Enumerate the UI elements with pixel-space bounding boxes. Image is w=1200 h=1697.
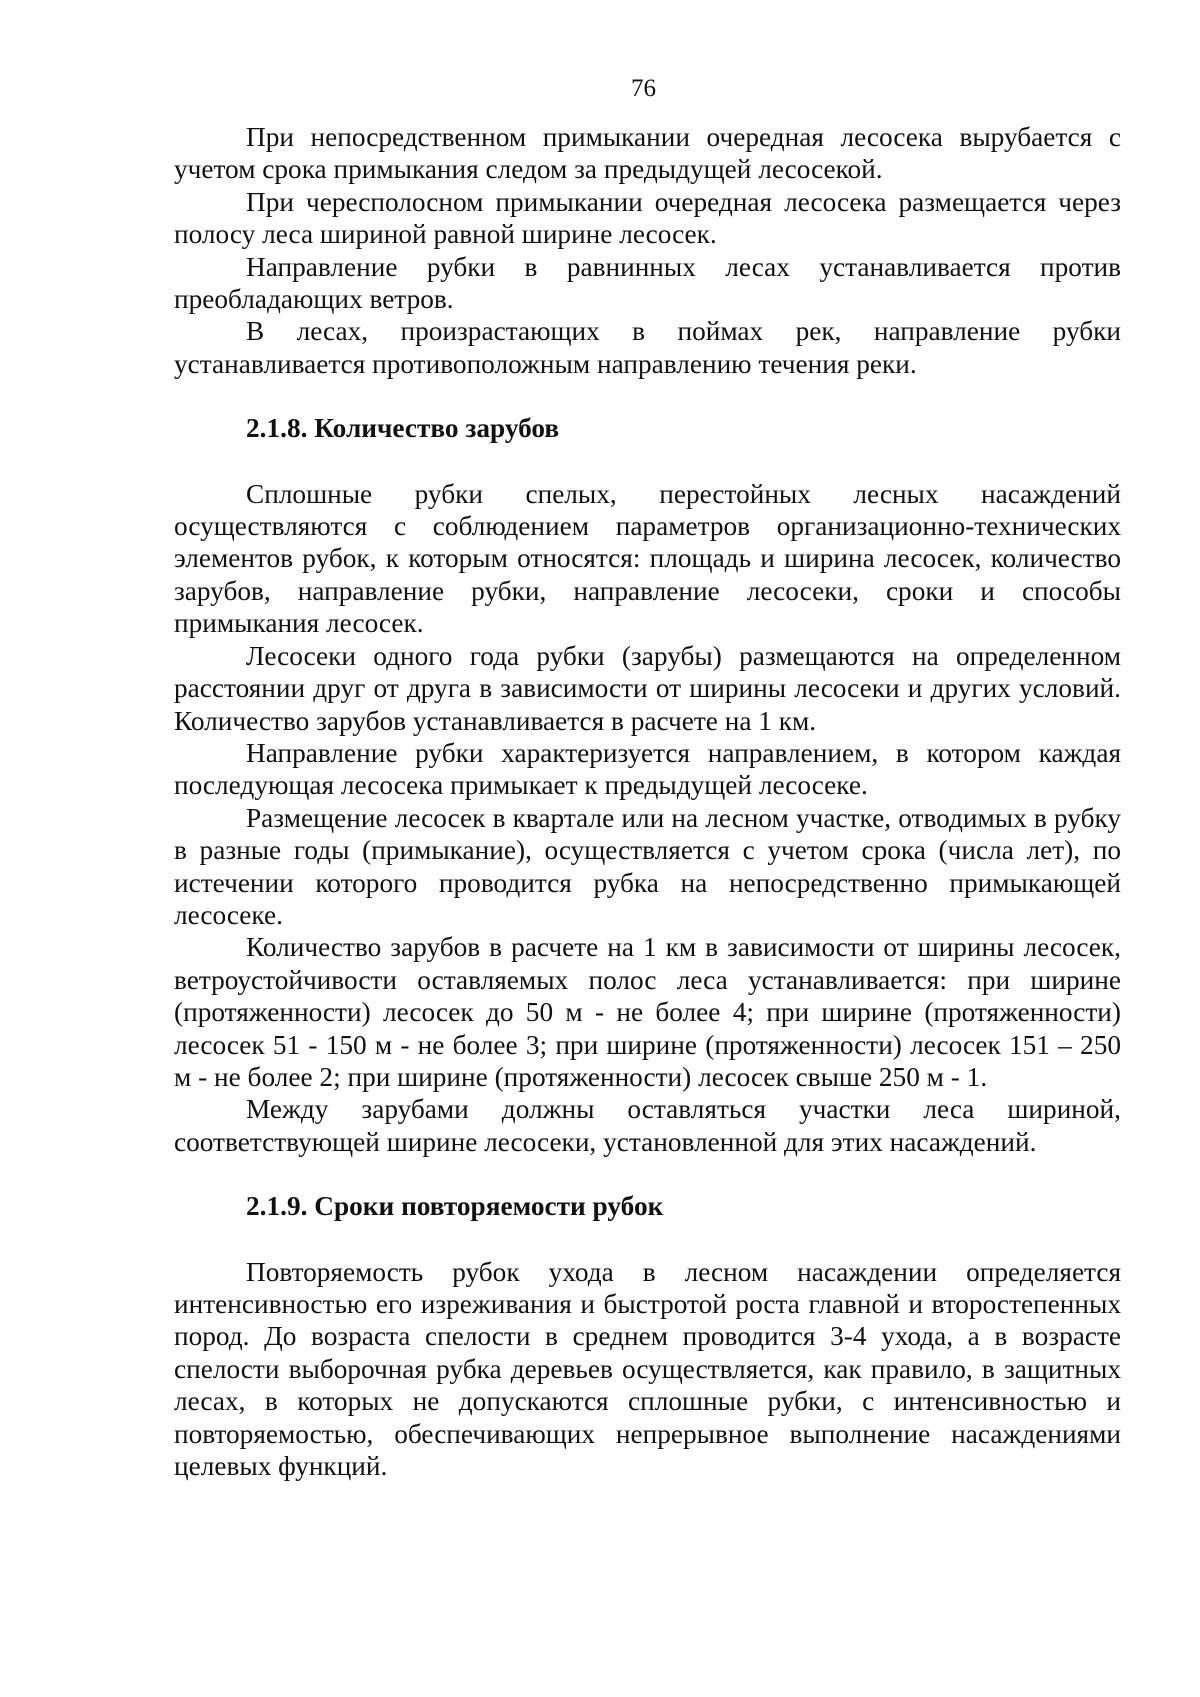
paragraph: Размещение лесосек в квартале или на лесном участке, отводимых в рубку в разные годы (примыкание), осуществляется с учетом срока (числа лет), по истечении которого проводится рубка на непосредственно примыкающей лесосеке. <box>174 802 1121 930</box>
spacer <box>174 380 1121 412</box>
spacer <box>174 1158 1121 1190</box>
paragraph: Повторяемость рубок ухода в лесном насаждении определяется интенсивностью его изреживания и быстротой роста главной и второстепенных пород. До возраста спелости в среднем проводится 3-4 ухода, а в возрасте спелости выборочная рубка деревьев осуществляется, как правило, в защитных лесах, в которых не допускаются сплошные рубки, с интенсивностью и повторяемостью, обеспечивающих непрерывное выполнение насаждениями целевых функций. <box>174 1256 1121 1482</box>
paragraph: Направление рубки в равнинных лесах устанавливается против преобладающих ветров. <box>174 251 1121 315</box>
spacer <box>174 445 1121 478</box>
paragraph: Между зарубами должны оставляться участки леса шириной, соответствующей ширине лесосеки, установленной для этих насаждений. <box>174 1094 1121 1157</box>
document-body <box>174 121 1121 1482</box>
section-heading: 2.1.8. Количество зарубов <box>246 413 560 444</box>
paragraph: Направление рубки характеризуется направлением, в котором каждая последующая лесосека примыкает к предыдущей лесосеке. <box>174 737 1121 801</box>
section-heading: 2.1.9. Сроки повторяемости рубок <box>246 1191 664 1222</box>
paragraph: Лесосеки одного года рубки (зарубы) размещаются на определенном расстоянии друг от друга в зависимости от ширины лесосеки и других условий. Количество зарубов устанавливается в расчете на 1 км. <box>174 640 1121 736</box>
paragraph: Количество зарубов в расчете на 1 км в зависимости от ширины лесосек, ветроустойчивости оставляемых полос леса устанавливается: при ширине (протяженности) лесосек до 50 м - не более 4; при ширине (протяженности) лесосек 51 - 150 м - не более 3; при ширине (протяженности) лесосек 151 – 250 м - не более 2; при ширине (протяженности) лесосек свыше 250 м - 1. <box>174 932 1121 1092</box>
paragraph: При чересполосном примыкании очередная лесосека размещается через полосу леса шириной равной ширине лесосек. <box>174 186 1121 250</box>
paragraph: Сплошные рубки спелых, перестойных лесных насаждений осуществляются с соблюдением параметров организационно-технических элементов рубок, к которым относятся: площадь и ширина лесосек, количество зарубов, направление рубки, направление лесосеки, сроки и способы примыкания лесосек. <box>174 478 1121 639</box>
spacer <box>174 1223 1121 1256</box>
paragraph: При непосредственном примыкании очередная лесосека вырубается с учетом срока примыкания следом за предыдущей лесосекой. <box>174 122 1121 185</box>
page-number: 76 <box>631 75 656 102</box>
paragraph: В лесах, произрастающих в поймах рек, направление рубки устанавливается противоположным направлению течения реки. <box>174 316 1121 379</box>
